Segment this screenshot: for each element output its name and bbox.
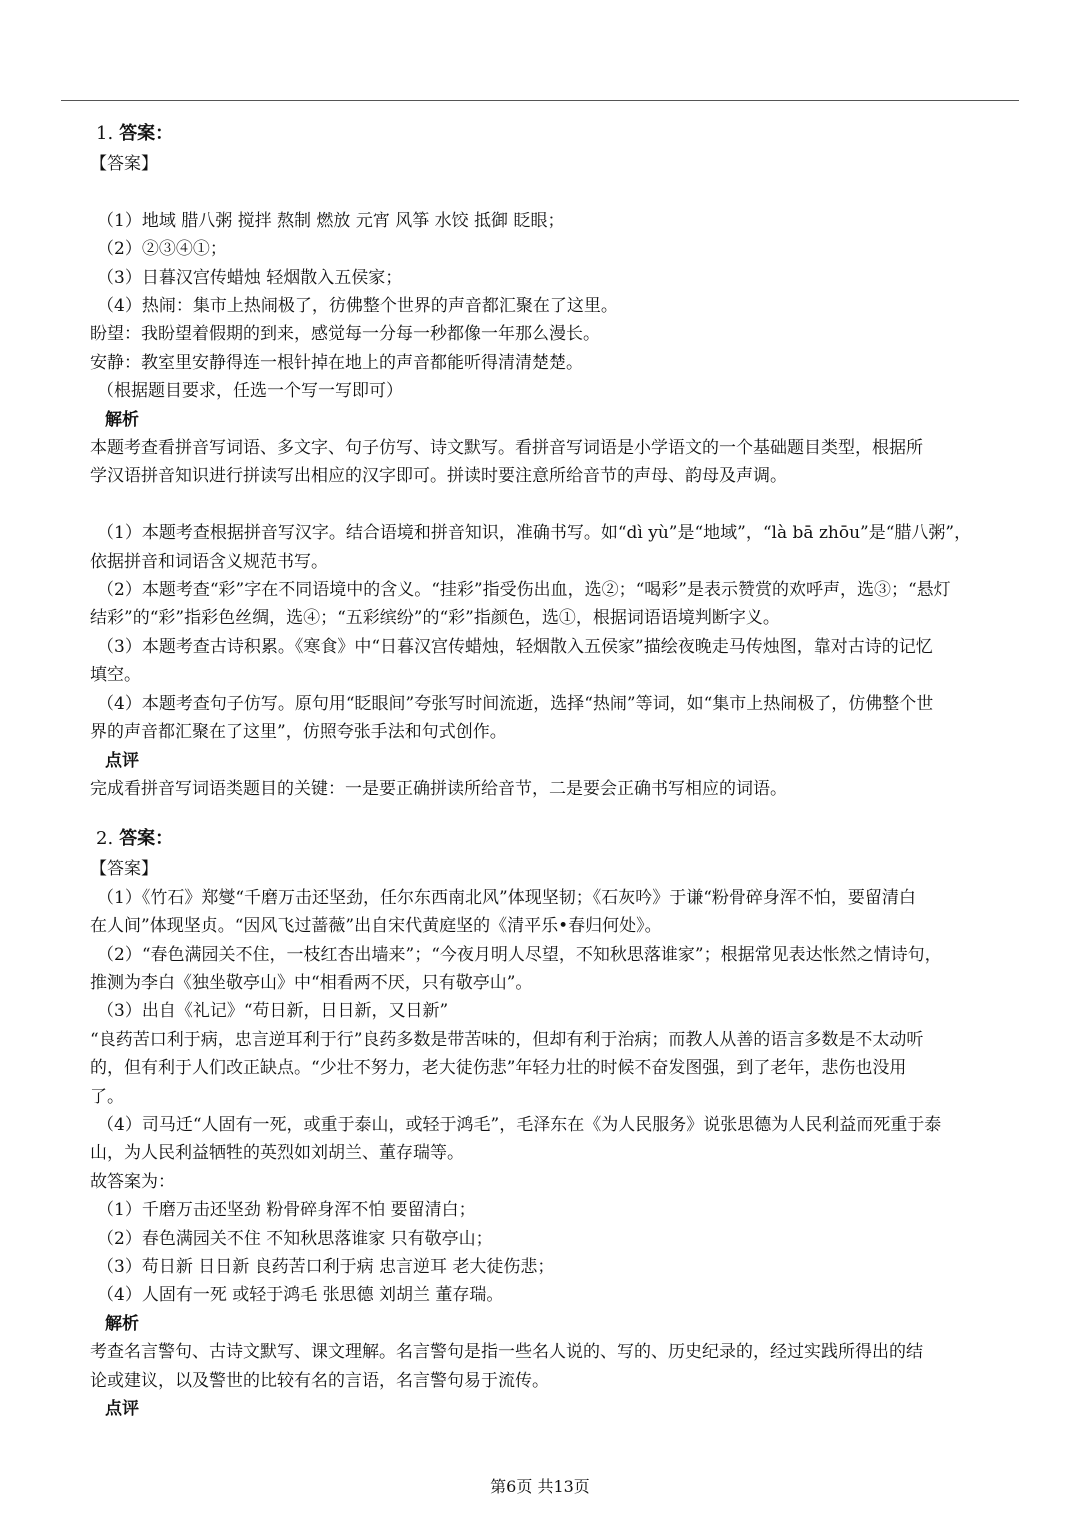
q1-analysis-detail: 界的声音都汇聚在了这里”，仿照夸张手法和句式创作。 — [90, 722, 507, 743]
q2-analysis-line: 考查名言警句、古诗文默写、课文理解。名言警句是指一些名人说的、写的、历史纪录的，经过实践所得出的结 — [90, 1342, 923, 1363]
q2-analysis-line: 论或建议，以及警世的比较有名的言语，名言警句易于流传。 — [90, 1370, 549, 1391]
header-rule — [61, 100, 1019, 101]
q2-answer-label: 【答案】 — [90, 859, 158, 880]
page-content — [90, 118, 1045, 1423]
q1-comment: 完成看拼音写词语类题目的关键：一是要正确拼读所给音节，二是要会正确书写相应的词语。 — [90, 778, 787, 799]
q1-answer-line: 盼望：我盼望着假期的到来，感觉每一分每一秒都像一年那么漫长。 — [90, 324, 600, 345]
q1-analysis-detail: 依据拼音和词语含义规范书写。 — [90, 551, 328, 572]
q2-explanation-line: （4）司马迁“人固有一死，或重于泰山，或轻于鸿毛”，毛泽东在《为人民服务》说张思德为人民利益而死重于泰 — [97, 1114, 942, 1135]
q2-answer-line: （2）春色满园关不住 不知秋思落谁家 只有敬亭山； — [97, 1228, 493, 1249]
q2-explanation-line: 的，但有利于人们改正缺点。“少壮不努力，老大徒伤悲”年轻力壮的时候不奋发图强，到了老年，悲伤也没用 — [90, 1058, 907, 1079]
q2-title: 答案： — [119, 828, 174, 850]
q2-analysis-label: 解析 — [105, 1313, 139, 1334]
q2-explanation-line: 山，为人民利益牺牲的英烈如刘胡兰、董存瑞等。 — [90, 1143, 464, 1164]
q1-answer-line: （4）热闹：集市上热闹极了，彷佛整个世界的声音都汇聚在了这里。 — [97, 296, 618, 317]
spacer — [90, 803, 1045, 823]
q1-heading — [90, 118, 1045, 150]
q1-analysis-line: 学汉语拼音知识进行拼读写出相应的汉字即可。拼读时要注意所给音节的声母、韵母及声调。 — [90, 466, 787, 487]
q1-comment-label: 点评 — [105, 750, 139, 771]
q1-analysis-detail: 填空。 — [90, 665, 141, 686]
q1-analysis-detail: （3）本题考查古诗积累。《寒食》中“日暮汉宫传蜡烛，轻烟散入五侯家”描绘夜晚走马传烛图，靠对古诗的记忆 — [97, 636, 933, 657]
q1-title: 答案： — [119, 123, 174, 144]
q2-answer-line: （4）人固有一死 或轻于鸿毛 张思德 刘胡兰 董存瑞。 — [97, 1285, 504, 1306]
q1-number: 1. — [96, 123, 114, 144]
q1-analysis-detail: 结彩”的“彩”指彩色丝绸，选④；“五彩缤纷”的“彩”指颜色，选①，根据词语语境判断字义。 — [90, 608, 780, 629]
q2-explanation-line: （1）《竹石》郑燮“千磨万击还坚劲，任尔东西南北风”体现坚韧；《石灰吟》于谦“粉骨碎身浑不怕，要留清白 — [97, 887, 916, 908]
q2-explanation-line: “良药苦口利于病，忠言逆耳利于行”良药多数是带苦味的，但却有利于治病；而教人从善的语言多数是不太动听 — [90, 1029, 924, 1050]
q1-answer-line: （2）②③④①； — [97, 239, 227, 260]
q2-comment-label: 点评 — [105, 1399, 139, 1420]
q2-explanation-line: 推测为李白《独坐敬亭山》中“相看两不厌，只有敬亭山”。 — [90, 972, 533, 993]
q1-analysis-line: 本题考查看拼音写词语、多文字、句子仿写、诗文默写。看拼音写词语是小学语文的一个基础题目类型，根据所 — [90, 438, 923, 459]
q2-answer-line: （3）苟日新 日日新 良药苦口利于病 忠言逆耳 老大徒伤悲； — [97, 1257, 555, 1277]
q1-analysis-detail: （1）本题考查根据拼音写汉字。结合语境和拼音知识，准确书写。如“dì yù”是“地域”，“là bā zhōu”是“腊八粥”， — [97, 523, 972, 544]
page-number: 第6页 共13页 — [490, 1477, 590, 1496]
q2-explanation-line: 了。 — [90, 1086, 124, 1107]
q1-answer-line: （根据题目要求，任选一个写一写即可） — [97, 381, 403, 402]
q2-number: 2. — [96, 828, 114, 850]
q2-explanation-line: （2）“春色满园关不住，一枝红杏出墙来”；“今夜月明人尽望，不知秋思落谁家”；根据常见表达怅然之情诗句， — [97, 944, 942, 965]
q2-explanation-line: 故答案为： — [90, 1171, 175, 1192]
q1-analysis-detail: （4）本题考查句子仿写。原句用“眨眼间”夸张写时间流逝，选择“热闹”等词，如“集市上热闹极了，仿佛整个世 — [97, 693, 934, 714]
q1-analysis-detail: （2）本题考查“彩”字在不同语境中的含义。“挂彩”指受伤出血，选②；“喝彩”是表示赞赏的欢呼声，选③；“悬灯 — [97, 580, 951, 601]
q1-answer-line: 安静：教室里安静得连一根针掉在地上的声音都能听得清清楚楚。 — [90, 352, 583, 373]
q1-analysis-label: 解析 — [105, 409, 139, 430]
q2-explanation-line: 在人间”体现坚贞。“因风飞过蔷薇”出自宋代黄庭坚的《清平乐•春归何处》。 — [90, 916, 662, 937]
spacer — [90, 491, 1045, 519]
q1-answer-line: （1）地域 腊八粥 搅拌 熬制 燃放 元宵 风筝 水饺 抵御 眨眼； — [97, 210, 565, 231]
q2-explanation-line: （3）出自《礼记》“苟日新，日日新，又日新” — [97, 1001, 449, 1022]
q1-answer-line: （3）日暮汉宫传蜡烛 轻烟散入五侯家； — [97, 267, 403, 288]
q2-heading — [90, 823, 1045, 855]
q1-answer-label: 【答案】 — [90, 154, 158, 174]
q2-answer-line: （1）千磨万击还坚劲 粉骨碎身浑不怕 要留清白； — [97, 1200, 476, 1221]
spacer — [90, 178, 1045, 206]
